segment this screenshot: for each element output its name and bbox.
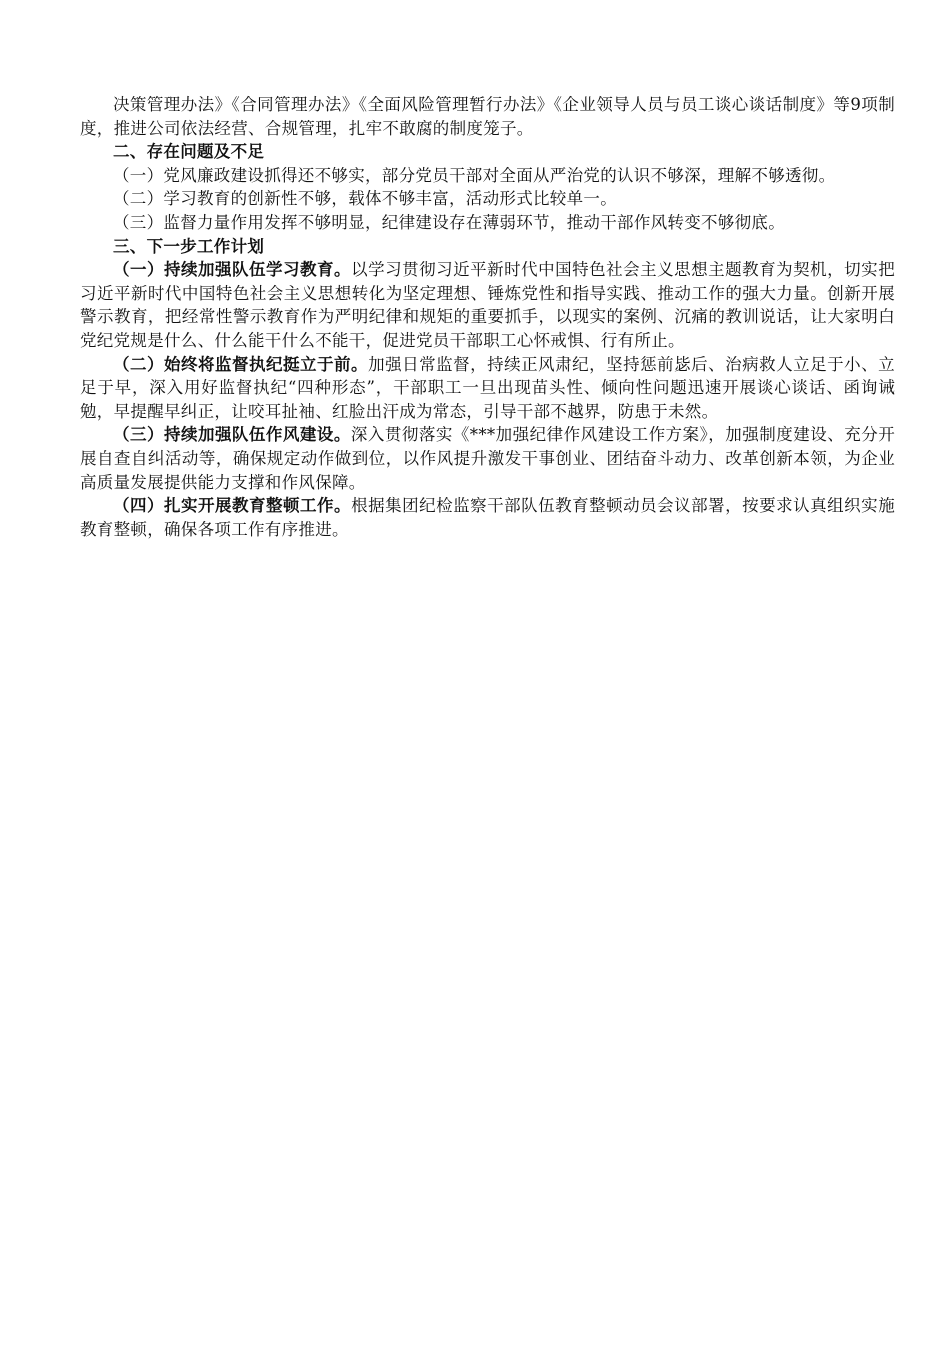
problem-item-1: （一）党风廉政建设抓得还不够实，部分党员干部对全面从严治党的认识不够深，理解不够透彻。 <box>113 165 836 185</box>
plan-item-1-body: 以学习贯彻习近平新时代中国特色社会主义思想主题教育为契机，切实把习近平新时代中国特色社会主义思想转化为坚定理想、锤炼党性和指导实践、推动工作的强大力量。创新开展警示教育，把经常性警示教育作为严明纪律和规矩的重要抓手，以现实的案例、沉痛的教训说话，让大家明白党纪党规是什么、什么能干什么不能干，促进党员干部职工心怀戒惧、行有所止。 <box>80 260 895 350</box>
intro-paragraph: 决策管理办法》《合同管理办法》《全面风险管理暂行办法》《企业领导人员与员工谈心谈话制度》等9项制度，推进公司依法经营、合规管理，扎牢不敢腐的制度笼子。 <box>80 95 895 138</box>
plan-item-3-body: 深入贯彻落实《***加强纪律作风建设工作方案》，加强制度建设、充分开展自查自纠活动等，确保规定动作做到位，以作风提升激发干事创业、团结奋斗动力、改革创新本领，为企业高质量发展提供能力支撑和作风保障。 <box>80 425 895 492</box>
plan-item-2-lead: （二）始终将监督执纪挺立于前。 <box>113 354 369 374</box>
section-heading-problems: 二、存在问题及不足 <box>113 142 265 162</box>
problem-item-3: （三）监督力量作用发挥不够明显，纪律建设存在薄弱环节，推动干部作风转变不够彻底。 <box>113 212 785 232</box>
plan-item-4 <box>80 494 895 541</box>
plan-item-2-body: 加强日常监督，持续正风肃纪，坚持惩前毖后、治病救人立足于小、立足于早，深入用好监督执纪“四种形态”，干部职工一旦出现苗头性、倾向性问题迅速开展谈心谈话、函询诫勉，早提醒早纠正，让咬耳扯袖、红脸出汗成为常态，引导干部不越界，防患于未然。 <box>80 354 895 421</box>
plan-item-2 <box>80 353 895 424</box>
plan-item-1 <box>80 258 895 352</box>
section-heading-next-plan: 三、下一步工作计划 <box>113 236 265 256</box>
plan-item-4-lead: （四）扎实开展教育整顿工作。 <box>113 496 352 516</box>
problem-item-2: （二）学习教育的创新性不够，载体不够丰富，活动形式比较单一。 <box>113 189 617 209</box>
document-page <box>80 93 895 541</box>
plan-item-1-lead: （一）持续加强队伍学习教育。 <box>113 260 352 280</box>
plan-item-3 <box>80 423 895 494</box>
plan-item-3-lead: （三）持续加强队伍作风建设。 <box>113 425 351 445</box>
plan-item-4-body: 根据集团纪检监察干部队伍教育整顿动员会议部署，按要求认真组织实施教育整顿，确保各项工作有序推进。 <box>80 496 895 539</box>
